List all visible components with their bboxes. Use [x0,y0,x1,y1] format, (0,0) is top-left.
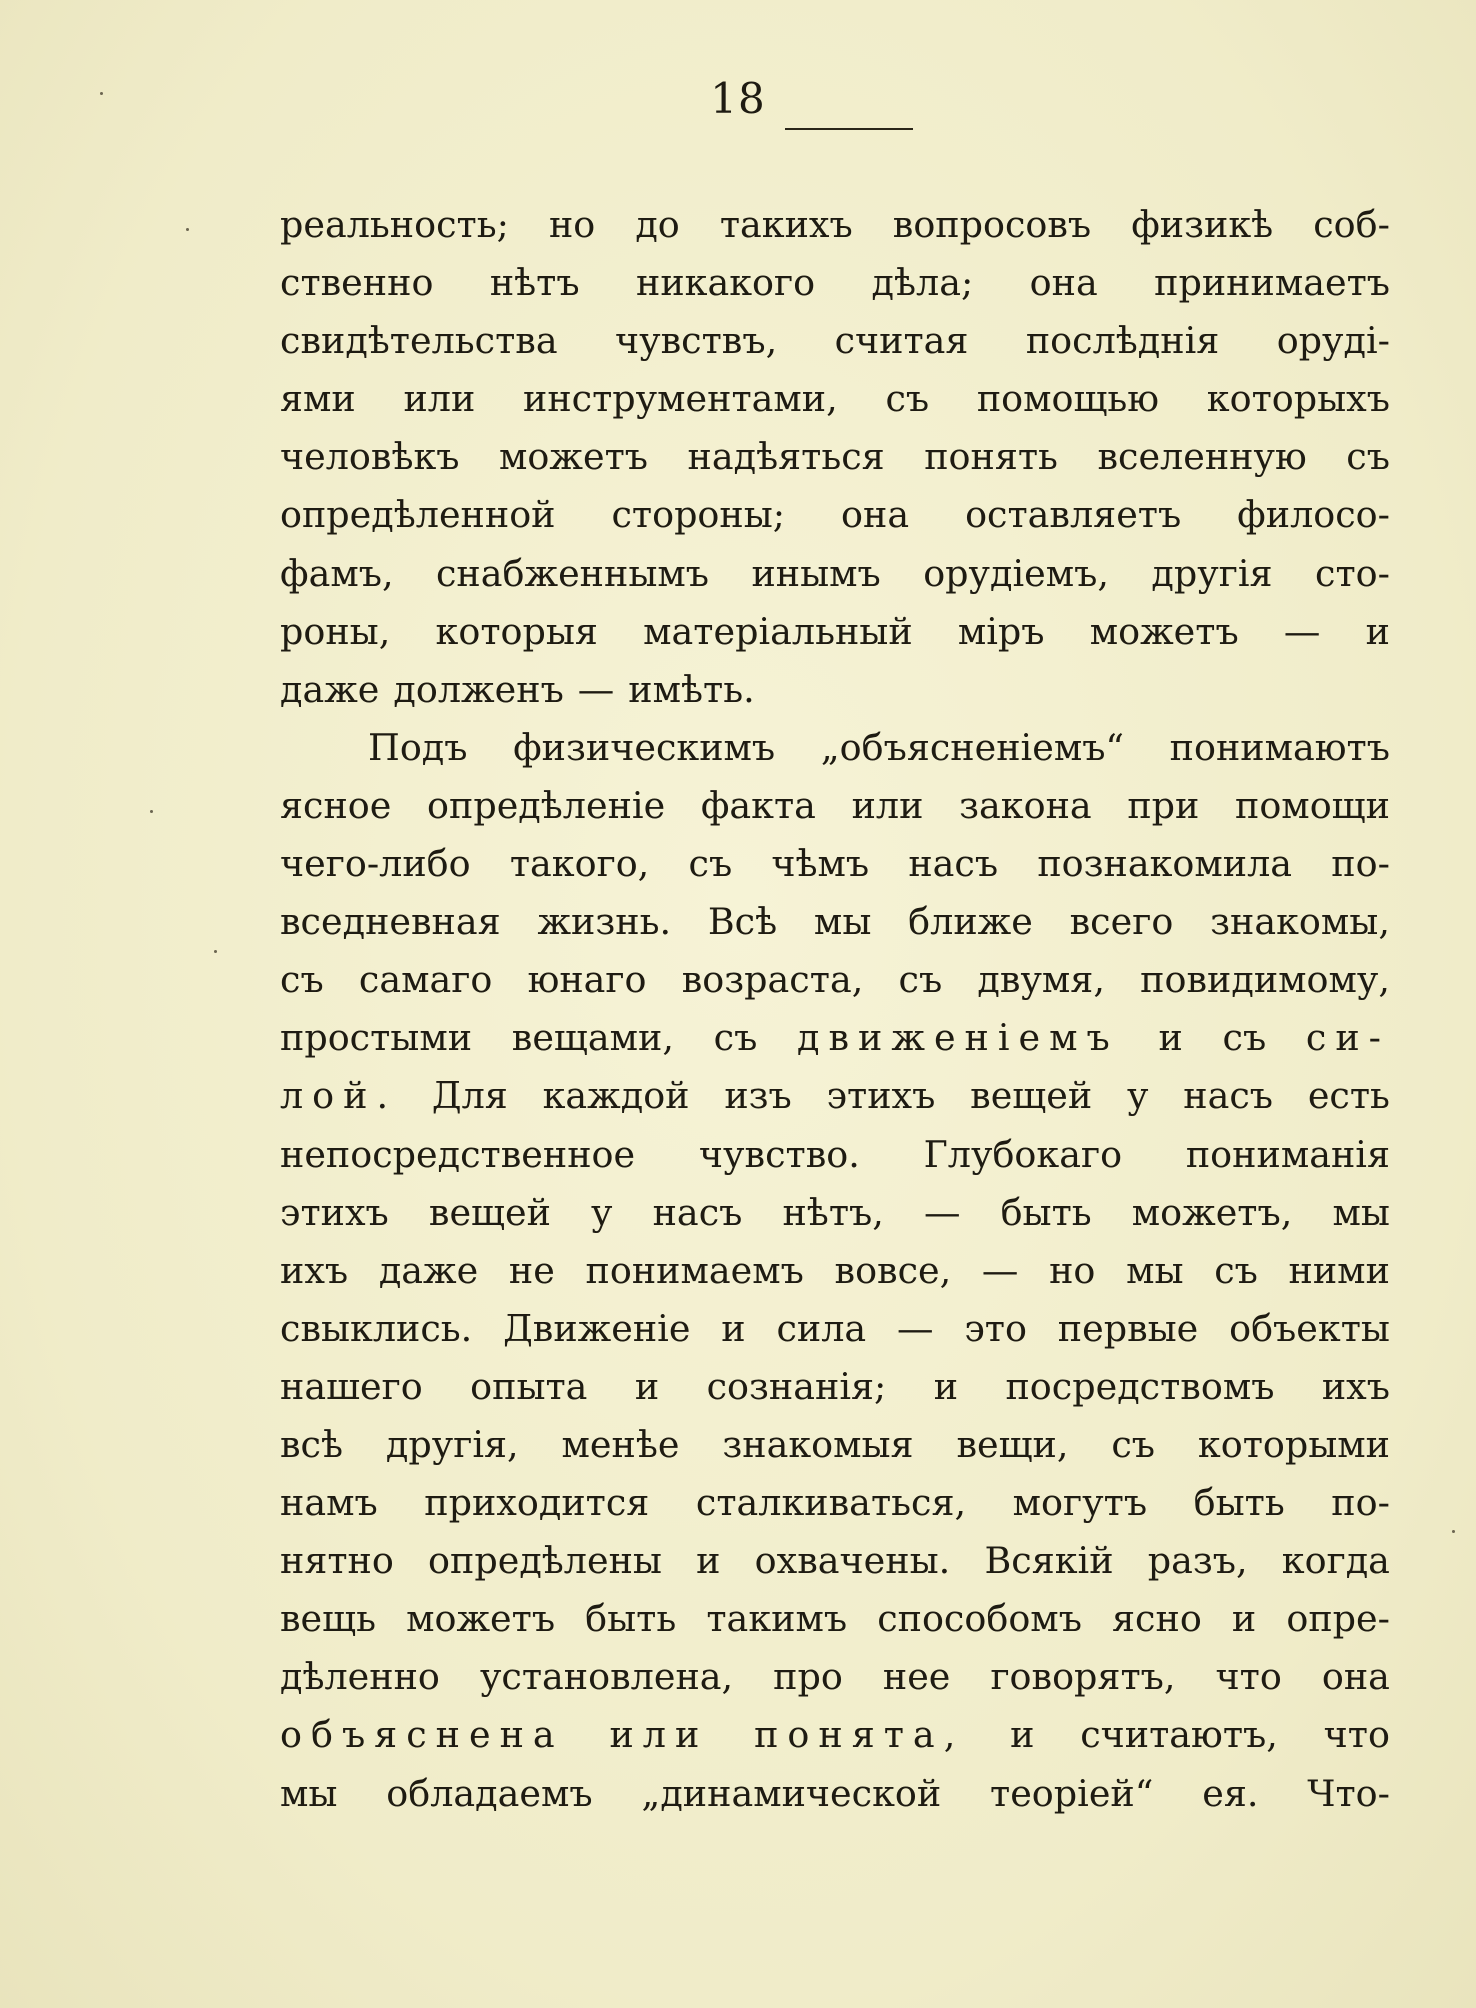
word: насъ [908,842,999,886]
word: нѣтъ, [782,1190,884,1234]
word: быть [1000,1190,1092,1234]
word: инымъ [751,551,881,595]
word: понять [924,435,1058,479]
word: она [1029,261,1098,305]
word: нее [882,1655,951,1699]
word: которыхъ [1206,377,1390,421]
word: такимъ [706,1597,848,1641]
word: или [609,1713,709,1757]
word: ближе [908,900,1033,944]
word: объяснена [280,1713,564,1757]
word: оруді- [1276,319,1390,363]
word: Всѣ [707,900,778,944]
word: съ [1111,1422,1156,1466]
word: вещь [280,1597,376,1641]
word: ясное [280,783,392,827]
word: Подъ [368,725,468,769]
text-line-23 [280,1474,1390,1532]
text-line-14 [280,951,1390,1009]
word: теоріей“ [990,1771,1154,1815]
word: и [1365,609,1390,653]
word: ственно [280,261,434,305]
word: „динамической [641,1771,942,1815]
text-line-27 [280,1706,1390,1764]
word: юнаго [527,958,647,1002]
paper-speck [150,810,153,813]
word: быть [1193,1481,1285,1525]
word: всего [1069,900,1174,944]
word: сто- [1315,551,1390,595]
word: „объясненіемъ“ [820,725,1125,769]
paper-speck [1452,1530,1455,1533]
word: закона [959,783,1092,827]
word: что [1215,1655,1282,1699]
word: — [897,1306,934,1350]
header-rule [785,128,913,130]
word: у [1126,1074,1149,1118]
word: насъ [1183,1074,1274,1118]
word: нѣтъ [489,261,580,305]
text-line-19 [280,1242,1390,1300]
text-line-10 [280,719,1390,777]
word: и [696,1539,721,1583]
text-line-28 [280,1765,1390,1823]
word: до [635,203,680,246]
word: опре- [1286,1597,1390,1641]
word: человѣкъ [280,435,460,479]
word: посредствомъ [1005,1364,1275,1408]
word: по- [1331,842,1390,886]
word: дѣла; [871,261,974,305]
text-line-12 [280,835,1390,893]
word: филосо- [1237,493,1390,537]
word: помощи [1235,783,1390,827]
word: даже [280,667,380,711]
word: чего-либо [280,842,471,886]
word: такихъ [719,203,853,246]
word: познакомила [1037,842,1293,886]
word: считая [834,319,969,363]
text-line-26 [280,1648,1390,1706]
word: другія [1151,551,1273,595]
word: вещей [970,1074,1093,1118]
word: у [591,1190,613,1234]
word: — [577,667,615,711]
word: ихъ [280,1248,349,1292]
word: вещей [428,1190,551,1234]
text-line-5 [280,428,1390,486]
text-line-9 [280,661,1390,719]
word: движеніемъ [797,1016,1119,1060]
word: факта [700,783,816,827]
word: про [773,1655,843,1699]
word: — [1283,609,1321,653]
word: мы [1332,1190,1390,1234]
word: разъ, [1147,1539,1248,1583]
word: сознанія; [706,1364,887,1408]
text-line-16 [280,1067,1390,1125]
word: міръ [957,609,1045,653]
word: свидѣтельства [280,319,558,363]
word: физикѣ [1131,203,1274,246]
word: сталкиваться, [695,1481,967,1525]
word: съ [898,958,943,1002]
word: жизнь. [537,900,672,944]
word: насъ [652,1190,743,1234]
text-line-6 [280,486,1390,544]
word: чувство. [698,1132,860,1176]
word: даже [378,1248,479,1292]
page-number: 18 [710,74,766,123]
word: никакого [636,261,816,305]
word: можетъ [1089,609,1239,653]
text-line-1 [280,196,1390,254]
word: простыми [280,1016,473,1060]
word: знакомыя [722,1422,914,1466]
word: обладаемъ [386,1771,593,1815]
word: которыми [1197,1422,1390,1466]
word: понимаемъ [585,1248,804,1292]
word: она [1321,1655,1390,1699]
word: ея. [1202,1771,1259,1815]
word: изъ [724,1074,792,1118]
word: но [1049,1248,1096,1292]
text-line-22 [280,1416,1390,1474]
word: вселенную [1097,435,1307,479]
word: съ [1346,435,1390,479]
word: сила [776,1306,867,1350]
word: и [1231,1597,1257,1641]
word: нашего [280,1364,423,1408]
word: помощью [976,377,1160,421]
word: непосредственное [280,1132,636,1176]
word: свыклись. [280,1306,473,1350]
word: оставляетъ [965,493,1182,537]
word: этихъ [280,1190,389,1234]
word: опредѣленіе [427,783,666,827]
text-line-20 [280,1300,1390,1358]
word: снабженнымъ [435,551,709,595]
word: чѣмъ [771,842,870,886]
word: реальность; [280,203,509,246]
word: самаго [358,958,493,1002]
word: повидимому, [1140,958,1390,1002]
word: Для [431,1074,508,1118]
word: ихъ [1321,1364,1390,1408]
word: ями [280,377,356,421]
word: при [1127,783,1200,827]
word: съ [1222,1016,1267,1060]
word: дѣленно [280,1655,440,1699]
word: стороны; [611,493,786,537]
word: и [933,1364,959,1408]
word: вовсе, [834,1248,952,1292]
word: опредѣлены [428,1539,662,1583]
word: она [841,493,910,537]
word: менѣе [561,1422,680,1466]
word: съ [1214,1248,1258,1292]
word: ясно [1112,1597,1202,1641]
word: нятно [280,1539,394,1583]
text-line-24 [280,1532,1390,1590]
word: матеріальный [643,609,913,653]
word: пониманія [1185,1132,1390,1176]
word: надѣяться [687,435,885,479]
word: мы [280,1771,338,1815]
word: и [721,1306,746,1350]
text-line-3 [280,312,1390,370]
text-line-2 [280,254,1390,312]
word: чувствъ, [615,319,778,363]
word: понимаютъ [1169,725,1390,769]
text-line-7 [280,545,1390,603]
word: опыта [470,1364,588,1408]
word: вседневная [280,900,501,944]
word: когда [1281,1539,1390,1583]
word: двумя, [977,958,1105,1002]
word: долженъ [393,667,564,711]
word: это [964,1306,1027,1350]
word: и [1010,1713,1035,1757]
text-line-25 [280,1590,1390,1648]
word: охвачены. [754,1539,951,1583]
word: Движеніе [503,1306,691,1350]
text-line-13 [280,893,1390,951]
word: мы [813,900,872,944]
word: Что- [1307,1771,1390,1815]
body-text [280,196,1390,1823]
word: которыя [435,609,598,653]
word: быть [585,1597,677,1641]
word: и [634,1364,660,1408]
word: такого, [509,842,650,886]
word: можетъ, [1131,1190,1293,1234]
word: вещами, [511,1016,674,1060]
word: объекты [1229,1306,1390,1350]
word: говорятъ, [990,1655,1176,1699]
word: опредѣленной [280,493,556,537]
text-line-11 [280,777,1390,835]
word: послѣднія [1025,319,1220,363]
paper-speck [214,950,217,953]
text-line-15 [280,1009,1390,1067]
word: или [403,377,476,421]
word: съ [688,842,733,886]
word: физическимъ [513,725,776,769]
word: вещи, [956,1422,1069,1466]
text-line-18 [280,1184,1390,1242]
word: съ [885,377,930,421]
word: мы [1126,1248,1184,1292]
paper-speck [100,92,103,95]
word: Глубокаго [923,1132,1123,1176]
word: понята, [754,1713,965,1757]
word: способомъ [877,1597,1082,1641]
word: лой. [280,1074,398,1118]
paper-speck [186,228,189,231]
word: что [1323,1713,1390,1757]
word: первые [1057,1306,1199,1350]
word: можетъ [499,435,648,479]
word: орудіемъ, [923,551,1109,595]
word: знакомы, [1210,900,1390,944]
word: фамъ, [280,551,394,595]
word: всѣ [280,1422,344,1466]
word: — [981,1248,1019,1292]
word: по- [1331,1481,1390,1525]
text-line-17 [280,1126,1390,1184]
word: могутъ [1012,1481,1148,1525]
word: другія, [385,1422,519,1466]
word: и [1158,1016,1183,1060]
text-line-8 [280,603,1390,661]
word: приходится [424,1481,650,1525]
word: не [508,1248,555,1292]
word: считаютъ, [1080,1713,1278,1757]
word: но [548,203,596,246]
word: есть [1307,1074,1390,1118]
word: соб- [1313,203,1390,246]
word: этихъ [826,1074,936,1118]
word: съ [713,1016,758,1060]
word: — [923,1190,961,1234]
word: ними [1288,1248,1390,1292]
word: можетъ [406,1597,556,1641]
word: принимаетъ [1154,261,1390,305]
word: намъ [280,1481,378,1525]
word: возраста, [681,958,864,1002]
text-line-21 [280,1358,1390,1416]
word: установлена, [479,1655,734,1699]
word: инструментами, [523,377,838,421]
word: роны, [280,609,391,653]
word: си- [1305,1016,1390,1060]
word: Всякій [984,1539,1114,1583]
word: вопросовъ [892,203,1092,246]
word: каждой [542,1074,690,1118]
word: съ [280,958,324,1002]
word: имѣть. [628,667,755,711]
word: или [851,783,924,827]
text-line-4 [280,370,1390,428]
